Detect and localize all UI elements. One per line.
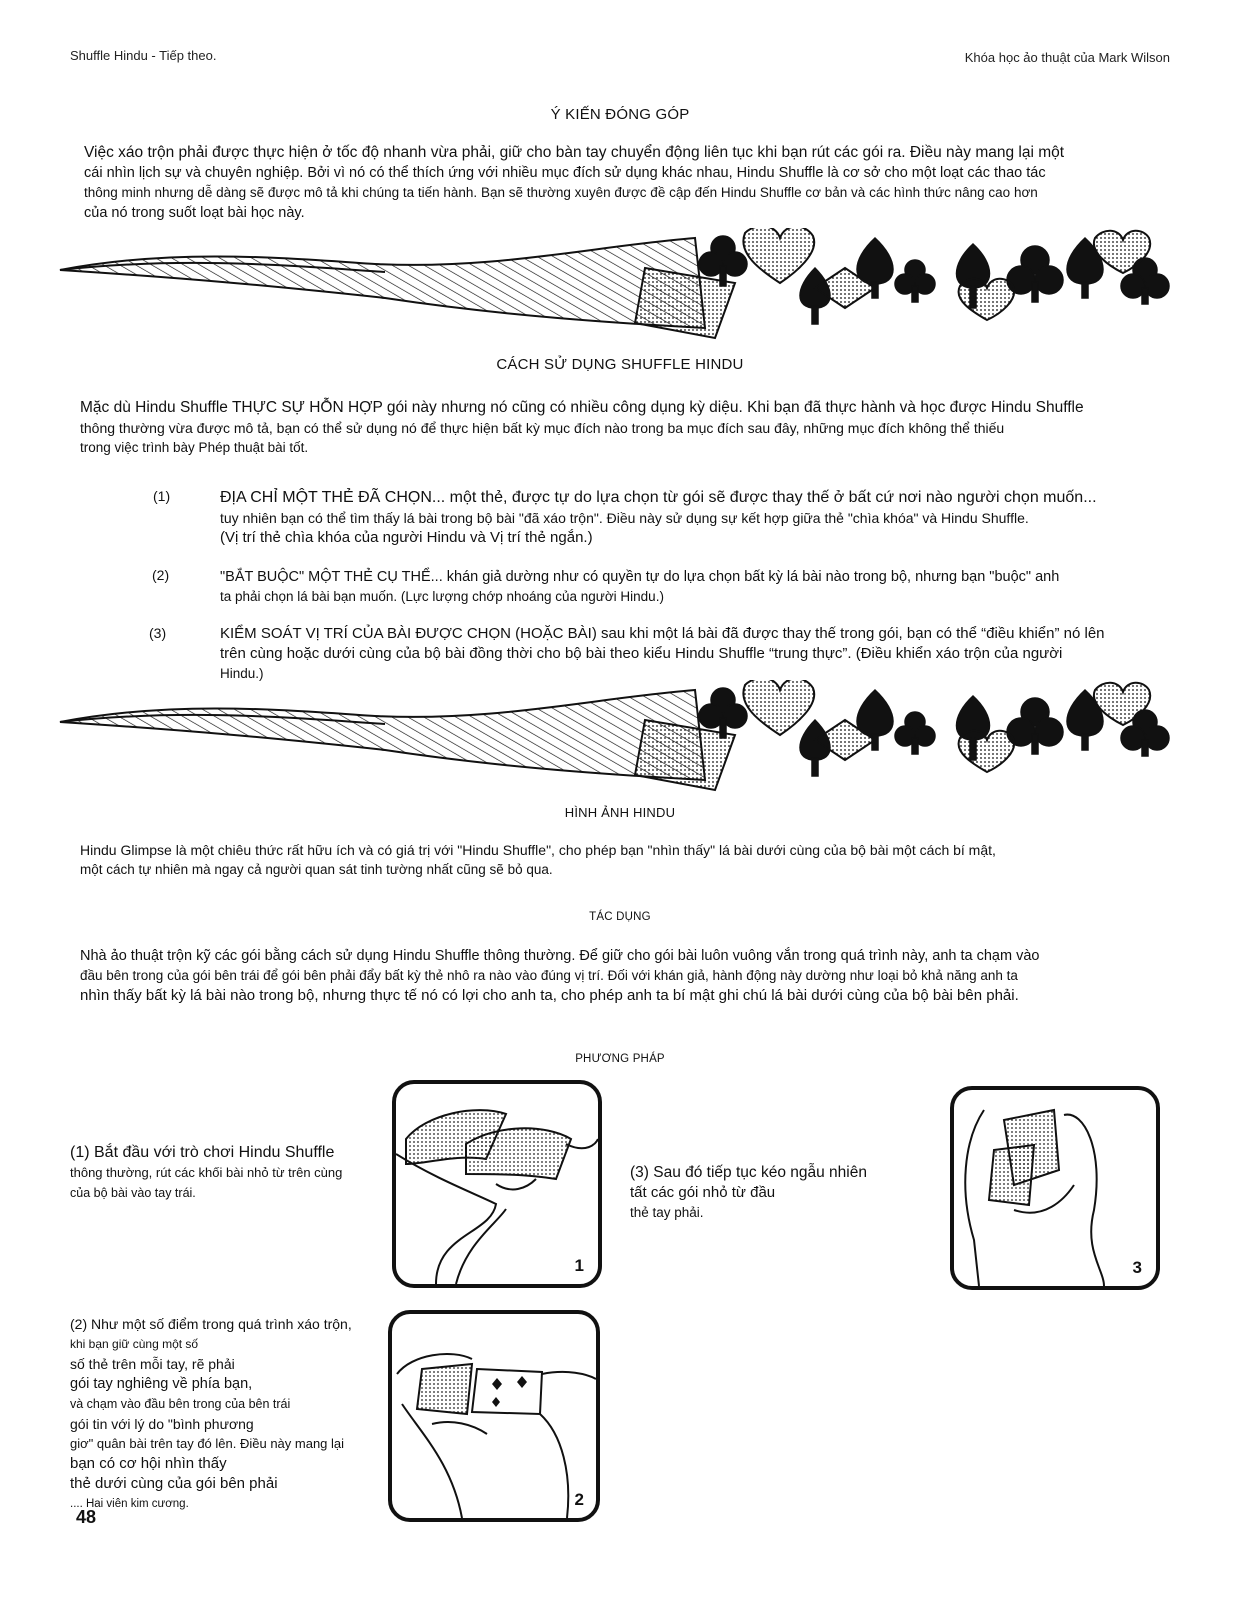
section-title-uses: CÁCH SỬ DỤNG SHUFFLE HINDU bbox=[496, 356, 744, 373]
paragraph-line: trong việc trình bày Phép thuật bài tốt. bbox=[80, 440, 309, 455]
section-title-glimpse: HÌNH ẢNH HINDU bbox=[564, 805, 676, 820]
list-item-line: ta phải chọn lá bài bạn muốn. (Lực lượng chớp nhoáng của người Hindu.) bbox=[220, 589, 664, 604]
hands-shuffle-icon bbox=[396, 1084, 598, 1284]
list-item-line: tuy nhiên bạn có thể tìm thấy lá bài trong bộ bài "đã xáo trộn". Điều này sử dụng sự kết hợp giữa thẻ "chìa khóa" và Hindu Shuffle. bbox=[220, 510, 1029, 526]
step-2-caption bbox=[70, 1314, 390, 1514]
glimpse-paragraph bbox=[80, 840, 1180, 880]
step-3-caption bbox=[630, 1163, 930, 1223]
caption-line: khi bạn giữ cùng một số bbox=[70, 1337, 199, 1351]
list-item-2 bbox=[220, 567, 1160, 607]
paragraph-line: thông thường vừa được mô tả, bạn có thể sử dụng nó để thực hiện bất kỳ mục đích nào trong ba mục đích sau đây, những mục đích không thể thiếu bbox=[80, 420, 1005, 436]
caption-line: (3) Sau đó tiếp tục kéo ngẫu nhiên bbox=[630, 1164, 867, 1181]
caption-line: .... Hai viên kim cương. bbox=[70, 1498, 189, 1510]
caption-line: thẻ dưới cùng của gói bên phải bbox=[70, 1475, 278, 1492]
caption-line: số thẻ trên mỗi tay, rẽ phải bbox=[70, 1356, 235, 1372]
list-item-line: trên cùng hoặc dưới cùng của bộ bài đồng thời cho bộ bài theo kiểu Hindu Shuffle “trung thực”. (Điều khiển xáo trộn của người bbox=[220, 645, 1063, 662]
list-number: (2) bbox=[152, 567, 170, 583]
list-item-line: Hindu.) bbox=[220, 666, 264, 681]
list-item-1 bbox=[220, 488, 1160, 548]
list-item-line: (Vị trí thẻ chìa khóa của người Hindu và Vị trí thẻ ngắn.) bbox=[220, 529, 593, 546]
effect-paragraph bbox=[80, 946, 1180, 1006]
figure-3-frame bbox=[950, 1086, 1160, 1290]
paragraph-line: Mặc dù Hindu Shuffle THỰC SỰ HỖN HỢP gói này nhưng nó cũng có nhiều công dụng kỳ diệu. Khi bạn đã thực hành và học được Hindu Shuffle bbox=[80, 399, 1084, 416]
figure-number: 1 bbox=[574, 1256, 584, 1275]
caption-line: của bộ bài vào tay trái. bbox=[70, 1186, 196, 1200]
caption-line: (1) Bắt đầu với trò chơi Hindu Shuffle bbox=[70, 1144, 335, 1161]
list-number: (1) bbox=[153, 488, 171, 504]
paragraph-line: Nhà ảo thuật trộn kỹ các gói bằng cách sử dụng Hindu Shuffle thông thường. Để giữ cho gói bài luôn vuông vắn trong quá trình này, anh ta chạm vào bbox=[80, 948, 1040, 964]
figure-number: 3 bbox=[1132, 1258, 1142, 1277]
uses-paragraph bbox=[80, 398, 1180, 458]
paragraph-line: thông minh nhưng dễ dàng sẽ được mô tả khi chúng ta tiến hành. Bạn sẽ thường xuyên được đề cập đến Hindu Shuffle cơ bản và các hình thức nâng cao hơn bbox=[84, 185, 1038, 200]
paragraph-line: đầu bên trong của gói bên trái để gói bên phải đẩy bất kỳ thẻ nhô ra nào vào đúng vị trí. Đối với khán giả, hành động này dường như loại bỏ khả năng anh ta bbox=[80, 968, 1018, 983]
caption-line: gói tin với lý do "bình phương bbox=[70, 1416, 254, 1432]
caption-line: (2) Như một số điểm trong quá trình xáo trộn, bbox=[70, 1316, 352, 1332]
running-header-left: Shuffle Hindu - Tiếp theo. bbox=[70, 48, 217, 63]
running-header-right: Khóa học ảo thuật của Mark Wilson bbox=[964, 50, 1170, 65]
caption-line: gói tay nghiêng về phía bạn, bbox=[70, 1376, 253, 1392]
paragraph-line: Việc xáo trộn phải được thực hiện ở tốc độ nhanh vừa phải, giữ cho bàn tay chuyển động liên tục khi bạn rút các gói ra. Điều này mang lại một bbox=[84, 144, 1065, 161]
caption-line: giơ" quân bài trên tay đó lên. Điều này mang lại bbox=[70, 1436, 345, 1451]
hands-glimpse-icon bbox=[392, 1314, 596, 1518]
figure-1-frame bbox=[392, 1080, 602, 1288]
list-item-line: "BẮT BUỘC" MỘT THẺ CỤ THỂ... khán giả dường như có quyền tự do lựa chọn bất kỳ lá bài nào trong bộ, nhưng bạn "buộc" anh bbox=[220, 569, 1060, 585]
paragraph-line: cái nhìn lịch sự và chuyên nghiệp. Bởi vì nó có thể thích ứng với nhiều mục đích sử dụng khác nhau, Hindu Shuffle là cơ sở cho một loạt các thao tác bbox=[84, 165, 1046, 181]
paragraph-line: của nó trong suốt loạt bài học này. bbox=[84, 205, 305, 221]
caption-line: bạn có cơ hội nhìn thấy bbox=[70, 1455, 227, 1472]
page-number: 48 bbox=[76, 1507, 97, 1527]
figure-number: 2 bbox=[574, 1490, 584, 1509]
list-number: (3) bbox=[149, 625, 167, 641]
paragraph-line: nhìn thấy bất kỳ lá bài nào trong bộ, nhưng thực tế nó có lợi cho anh ta, cho phép anh ta bí mật ghi chú lá bài dưới cùng của bộ bài bên phải. bbox=[80, 987, 1019, 1004]
step-1-caption bbox=[70, 1143, 390, 1203]
caption-line: thẻ tay phải. bbox=[630, 1205, 704, 1220]
paragraph-line: một cách tự nhiên mà ngay cả người quan sát tinh tường nhất cũng sẽ bỏ qua. bbox=[80, 862, 553, 877]
section-title-method: PHƯƠNG PHÁP bbox=[575, 1053, 665, 1065]
card-fan-ribbon-icon bbox=[55, 680, 1185, 800]
caption-line: thông thường, rút các khối bài nhỏ từ trên cùng bbox=[70, 1165, 343, 1180]
section-title-contribution: Ý KIẾN ĐÓNG GÓP bbox=[550, 106, 690, 123]
hands-shuffle-icon bbox=[954, 1090, 1156, 1286]
list-item-line: KIỂM SOÁT VỊ TRÍ CỦA BÀI ĐƯỢC CHỌN (HOẶC BÀI) sau khi một lá bài đã được thay thế trong gói, bạn có thể “điều khiển” nó lên bbox=[220, 625, 1105, 642]
list-item-3 bbox=[220, 624, 1170, 684]
section-title-effect: TÁC DỤNG bbox=[589, 911, 651, 923]
caption-line: và chạm vào đầu bên trong của bên trái bbox=[70, 1397, 291, 1411]
contribution-paragraph bbox=[84, 143, 1164, 223]
list-item-line: ĐỊA CHỈ MỘT THẺ ĐÃ CHỌN... một thẻ, được tự do lựa chọn từ gói sẽ được thay thế ở bất cứ nơi nào người chọn muốn... bbox=[220, 489, 1097, 506]
paragraph-line: Hindu Glimpse là một chiêu thức rất hữu ích và có giá trị với "Hindu Shuffle", cho phép bạn "nhìn thấy" lá bài dưới cùng của bộ bài một cách bí mật, bbox=[80, 842, 996, 858]
caption-line: tất các gói nhỏ từ đầu bbox=[630, 1184, 776, 1201]
card-fan-ribbon-icon bbox=[55, 228, 1185, 348]
figure-2-frame bbox=[388, 1310, 600, 1522]
